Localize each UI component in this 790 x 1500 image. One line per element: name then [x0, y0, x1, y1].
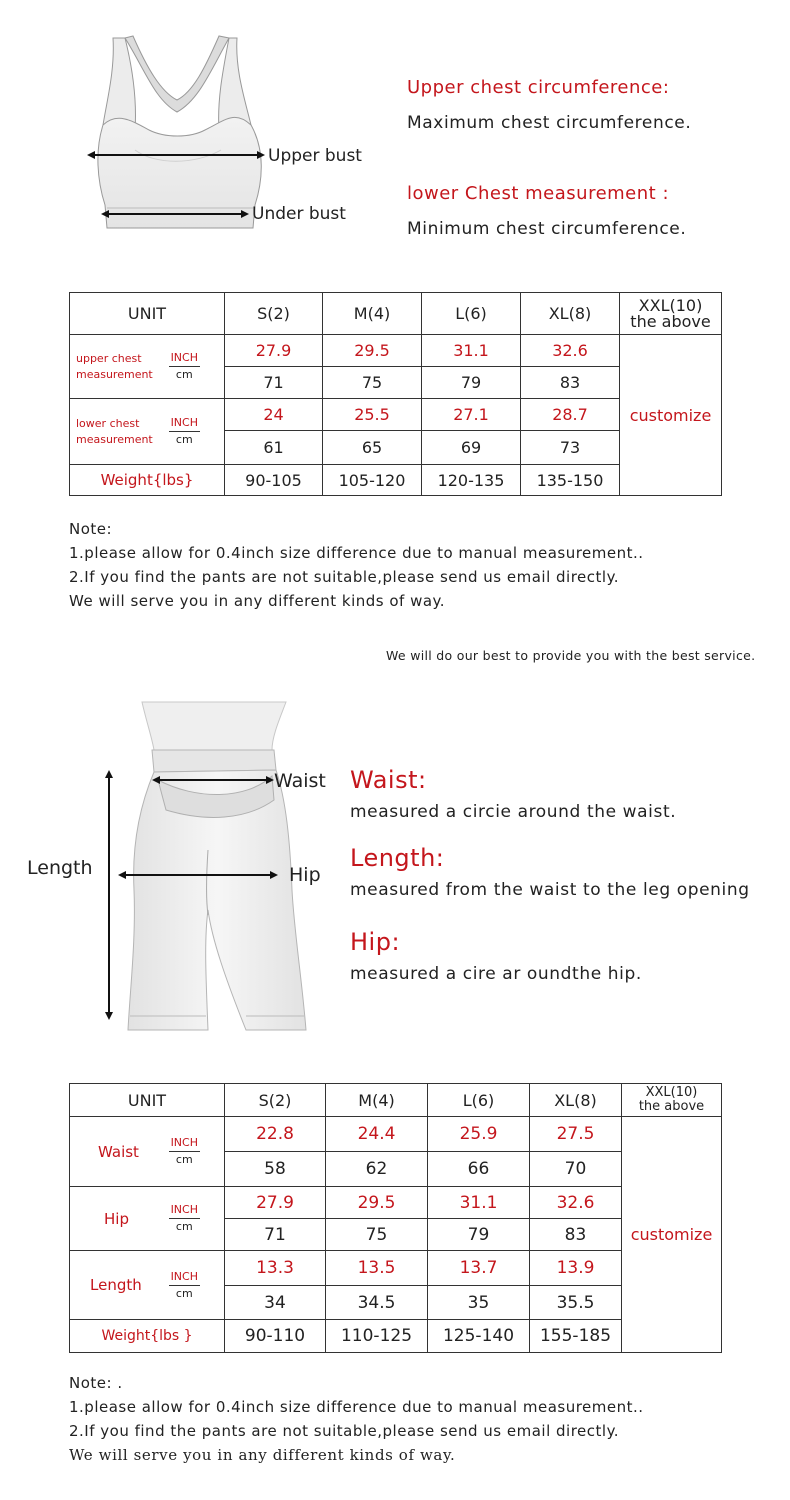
- row-label: Length: [90, 1276, 142, 1294]
- weight-value: 155-185: [530, 1320, 622, 1353]
- note-line: 2.If you find the pants are not suitable,please send us email directly.: [69, 1422, 620, 1440]
- lower-chest-text: Minimum chest circumference.: [407, 219, 687, 239]
- row-label-line1: lower chest: [76, 416, 140, 430]
- unit-fraction: [169, 1202, 200, 1235]
- xxl-line1: XXL(10): [638, 295, 703, 315]
- inch-value: 24.4: [326, 1117, 428, 1152]
- note-line: We will serve you in any different kinds of way.: [69, 592, 446, 610]
- weight-value: 110-125: [326, 1320, 428, 1353]
- hip-row-label: [70, 1187, 225, 1251]
- length-label: Length: [27, 857, 93, 879]
- cm-value: 61: [225, 431, 323, 465]
- inch-value: 27.5: [530, 1117, 622, 1152]
- cm-value: 35: [428, 1286, 530, 1320]
- upper-bust-label: Upper bust: [268, 146, 362, 166]
- inch-value: 28.7: [521, 399, 620, 431]
- xxl-line2: the above: [630, 311, 711, 331]
- weight-value: 90-110: [225, 1320, 326, 1353]
- unit-cm: cm: [175, 368, 193, 381]
- hip-title: Hip:: [350, 928, 401, 956]
- cm-value: 65: [323, 431, 422, 465]
- inch-value: 27.9: [225, 335, 323, 367]
- unit-inch: INCH: [169, 350, 200, 367]
- cm-value: 34.5: [326, 1286, 428, 1320]
- cm-value: 71: [225, 1219, 326, 1251]
- inch-value: 27.1: [422, 399, 521, 431]
- length-text: measured from the waist to the leg opening: [350, 880, 750, 900]
- under-bust-label: Under bust: [252, 204, 346, 224]
- header-size: M(4): [326, 1084, 428, 1117]
- top-notes: [69, 517, 644, 613]
- cm-value: 75: [323, 367, 422, 399]
- unit-cm: cm: [175, 1153, 193, 1166]
- unit-fraction: [169, 1135, 200, 1168]
- unit-inch: INCH: [169, 1135, 200, 1152]
- hip-text: measured a cire ar oundthe hip.: [350, 964, 642, 984]
- upper-chest-title: Upper chest circumference:: [407, 77, 670, 98]
- unit-inch: INCH: [169, 415, 200, 432]
- inch-value: 31.1: [428, 1187, 530, 1219]
- inch-value: 13.9: [530, 1251, 622, 1286]
- waist-title: Waist:: [350, 766, 427, 794]
- cm-value: 71: [225, 367, 323, 399]
- cm-value: 62: [326, 1152, 428, 1187]
- customize-cell: customize: [622, 1117, 722, 1353]
- note-line: 1.please allow for 0.4inch size difference due to manual measurement..: [69, 544, 644, 562]
- note-heading: Note:: [69, 520, 113, 538]
- inch-value: 22.8: [225, 1117, 326, 1152]
- bottom-size-table: [69, 1083, 722, 1353]
- inch-value: 13.3: [225, 1251, 326, 1286]
- cm-value: 58: [225, 1152, 326, 1187]
- header-xxl: [620, 293, 722, 335]
- header-size: XL(8): [521, 293, 620, 335]
- row-label-line2: measurement: [76, 367, 153, 381]
- header-size: XL(8): [530, 1084, 622, 1117]
- service-statement: We will do our best to provide you with the best service.: [386, 648, 756, 663]
- row-label: Hip: [104, 1209, 129, 1228]
- note-heading: Note: .: [69, 1374, 123, 1392]
- cm-value: 79: [422, 367, 521, 399]
- weight-value: 125-140: [428, 1320, 530, 1353]
- waist-label: Waist: [274, 770, 326, 792]
- unit-cm: cm: [175, 1286, 193, 1300]
- weight-label: Weight{lbs }: [70, 1320, 225, 1353]
- weight-label: Weight{lbs}: [70, 465, 225, 496]
- note-line: 2.If you find the pants are not suitable,please send us email directly.: [69, 568, 620, 586]
- xxl-line1: XXL(10): [645, 1085, 698, 1100]
- inch-value: 32.6: [530, 1187, 622, 1219]
- unit-inch: INCH: [169, 1269, 200, 1286]
- upper-chest-row-label: [70, 335, 225, 399]
- upper-chest-text: Maximum chest circumference.: [407, 113, 692, 133]
- cm-value: 83: [530, 1219, 622, 1251]
- header-unit: UNIT: [70, 1084, 225, 1117]
- inch-value: 13.7: [428, 1251, 530, 1286]
- sports-bra-illustration: [85, 30, 275, 240]
- weight-value: 105-120: [323, 465, 422, 496]
- inch-value: 29.5: [323, 335, 422, 367]
- unit-cm: cm: [175, 433, 193, 446]
- header-size: M(4): [323, 293, 422, 335]
- cm-value: 79: [428, 1219, 530, 1251]
- bottom-notes: [69, 1371, 644, 1467]
- weight-value: 135-150: [521, 465, 620, 496]
- unit-cm: cm: [175, 1220, 193, 1233]
- inch-value: 25.5: [323, 399, 422, 431]
- length-title: Length:: [350, 844, 445, 872]
- header-size: S(2): [225, 293, 323, 335]
- inch-value: 31.1: [422, 335, 521, 367]
- waist-text: measured a circie around the waist.: [350, 802, 677, 822]
- cm-value: 66: [428, 1152, 530, 1187]
- lower-chest-title: lower Chest measurement :: [407, 183, 670, 204]
- inch-value: 25.9: [428, 1117, 530, 1152]
- cm-value: 73: [521, 431, 620, 465]
- header-unit: UNIT: [70, 293, 225, 335]
- note-line: We will serve you in any different kinds of way.: [69, 1446, 456, 1464]
- cm-value: 34: [225, 1286, 326, 1320]
- unit-fraction: [169, 415, 200, 448]
- customize-cell: customize: [620, 335, 722, 496]
- unit-inch: INCH: [169, 1202, 200, 1219]
- unit-fraction: [169, 1269, 200, 1302]
- weight-value: 120-135: [422, 465, 521, 496]
- length-row-label: [70, 1251, 225, 1320]
- header-size: L(6): [422, 293, 521, 335]
- row-label-line1: upper chest: [76, 351, 142, 365]
- note-line: 1.please allow for 0.4inch size difference due to manual measurement..: [69, 1398, 644, 1416]
- weight-value: 90-105: [225, 465, 323, 496]
- inch-value: 32.6: [521, 335, 620, 367]
- row-label: Waist: [98, 1142, 139, 1161]
- cm-value: 70: [530, 1152, 622, 1187]
- hip-label: Hip: [289, 864, 321, 886]
- top-size-table: [69, 292, 722, 496]
- inch-value: 13.5: [326, 1251, 428, 1286]
- inch-value: 27.9: [225, 1187, 326, 1219]
- row-label-line2: measurement: [76, 432, 153, 446]
- xxl-line2: the above: [638, 1099, 705, 1114]
- header-size: L(6): [428, 1084, 530, 1117]
- cm-value: 69: [422, 431, 521, 465]
- header-xxl: [622, 1084, 722, 1117]
- lower-chest-row-label: [70, 399, 225, 465]
- waist-row-label: [70, 1117, 225, 1187]
- cm-value: 83: [521, 367, 620, 399]
- inch-value: 24: [225, 399, 323, 431]
- unit-fraction: [169, 350, 200, 383]
- inch-value: 29.5: [326, 1187, 428, 1219]
- cm-value: 75: [326, 1219, 428, 1251]
- header-size: S(2): [225, 1084, 326, 1117]
- cm-value: 35.5: [530, 1286, 622, 1320]
